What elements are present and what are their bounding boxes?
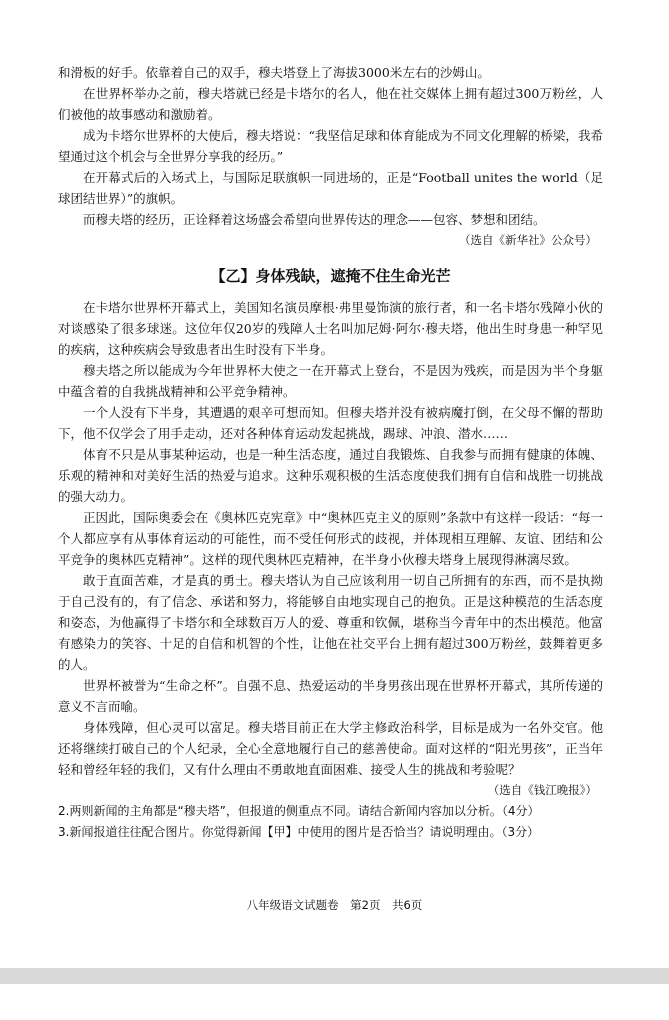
passage-b-source: （选自《钱江晚报》） [487, 783, 597, 797]
page-content [58, 62, 603, 843]
passage-a-source: （选自《新华社》公众号） [459, 233, 597, 247]
passage-b-paragraph: 正因此，国际奥委会在《奥林匹克宪章》中“奥林匹克主义的原则”条款中有这样一段话：“每一个人都应享有从事体育运动的可能性，而不受任何形式的歧视，并体现相互理解、友谊、团结和公平竞争的奥林匹克精神”。这样的现代奥林匹克精神，在半身小伙穆夫塔身上展现得淋漓尽致。 [58, 510, 603, 567]
question-3: 3.新闻报道往往配合图片。你觉得新闻【甲】中使用的图片是否恰当？请说明理由。（3分） [58, 825, 540, 839]
page-bottom-divider [0, 968, 669, 984]
page-bottom-margin [0, 984, 669, 1020]
passage-a-paragraph: 而穆夫塔的经历，正诠释着这场盛会希望向世界传达的理念——包容、梦想和团结。 [83, 212, 546, 227]
passage-a-paragraph: 在世界杯举办之前，穆夫塔就已经是卡塔尔的名人，他在社交媒体上拥有超过300万粉丝，人们被他的故事感动和激励着。 [58, 86, 603, 122]
passage-b-paragraph: 世界杯被誉为“生命之杯”。自强不息、热爱运动的半身男孩出现在世界杯开幕式，其所传递的意义不言而喻。 [58, 678, 603, 714]
passage-b-title: 【乙】身体残缺，遮掩不住生命光芒 [210, 267, 451, 285]
passage-b-paragraph: 体育不只是从事某种运动，也是一种生活态度，通过自我锻炼、自我参与而拥有健康的体魄、乐观的精神和对美好生活的热爱与追求。这种乐观积极的生活态度使我们拥有自信和战胜一切挑战的强大动力。 [58, 447, 603, 504]
passage-b-paragraph: 一个人没有下半身，其遭遇的艰辛可想而知。但穆夫塔并没有被病魔打倒，在父母不懈的帮助下，他不仅学会了用手走动，还对各种体育运动发起挑战，踢球、冲浪、潜水…… [58, 405, 603, 441]
page-footer: 八年级语文试题卷 第2页 共6页 [246, 898, 423, 912]
passage-a-paragraph: 在开幕式后的入场式上，与国际足联旗帜一同进场的，正是“Football unites the world（足球团结世界）”的旗帜。 [58, 170, 603, 206]
passage-b-paragraph: 身体残障，但心灵可以富足。穆夫塔目前正在大学主修政治科学，目标是成为一名外交官。他还将继续打破自己的个人纪录，全心全意地履行自己的慈善使命。面对这样的“阳光男孩”，正当年轻和曾经年轻的我们，又有什么理由不勇敢地直面困难、接受人生的挑战和考验呢？ [58, 720, 603, 777]
question-2: 2.两则新闻的主角都是“穆夫塔”，但报道的侧重点不同。请结合新闻内容加以分析。（4分） [58, 804, 540, 818]
passage-b-paragraph: 穆夫塔之所以能成为今年世界杯大使之一在开幕式上登台，不是因为残疾，而是因为半个身躯中蕴含着的自我挑战精神和公平竞争精神。 [58, 363, 603, 399]
passage-b-paragraph: 在卡塔尔世界杯开幕式上，美国知名演员摩根·弗里曼饰演的旅行者，和一名卡塔尔残障小伙的对谈感染了很多球迷。这位年仅20岁的残障人士名叫加尼姆·阿尔·穆夫塔，他出生时身患一种罕见的疾病，这种疾病会导致患者出生时没有下半身。 [58, 300, 603, 357]
passage-a-paragraph: 成为卡塔尔世界杯的大使后，穆夫塔说：“我坚信足球和体育能成为不同文化理解的桥梁，我希望通过这个机会与全世界分享我的经历。” [58, 128, 603, 164]
passage-b-paragraph: 敢于直面苦难，才是真的勇士。穆夫塔认为自己应该利用一切自己所拥有的东西，而不是执拗于自己没有的，有了信念、承诺和努力，将能够自由地实现自己的抱负。正是这种模范的生活态度和姿态，为他赢得了卡塔尔和全球数百万人的爱、尊重和钦佩，堪称当今青年中的杰出模范。他富有感染力的笑容、十足的自信和机智的个性，让他在社交平台上拥有超过300万粉丝，鼓舞着更多的人。 [58, 573, 603, 672]
passage-a-paragraph: 和滑板的好手。依靠着自己的双手，穆夫塔登上了海拔3000米左右的沙姆山。 [58, 65, 490, 80]
